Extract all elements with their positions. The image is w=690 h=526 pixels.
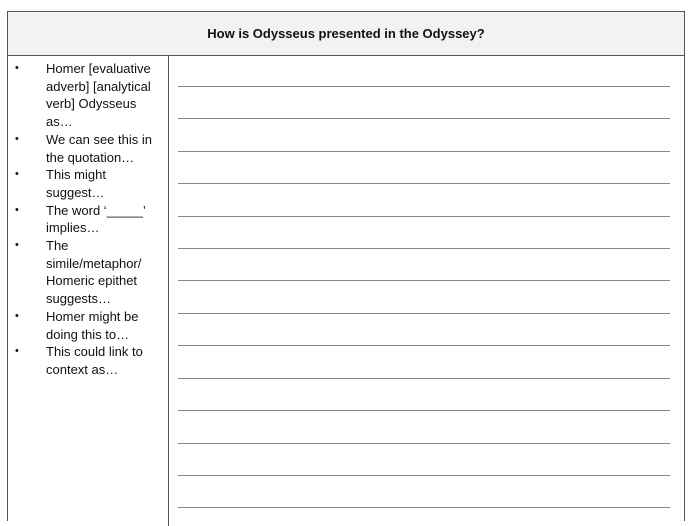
sentence-starter-text: The simile/metaphor/ Homeric epithet suggests… xyxy=(46,238,142,307)
writing-line xyxy=(178,410,670,411)
bullet-icon: • xyxy=(15,132,19,145)
sentence-starter-item xyxy=(8,60,168,131)
sentence-starter-item xyxy=(8,202,168,237)
writing-line xyxy=(178,118,670,119)
writing-line xyxy=(178,151,670,152)
bullet-icon: • xyxy=(15,345,19,358)
writing-line xyxy=(178,313,670,314)
writing-line xyxy=(178,443,670,444)
writing-line xyxy=(178,248,670,249)
worksheet-title: How is Odysseus presented in the Odyssey? xyxy=(8,12,684,56)
sentence-starter-text: This might suggest… xyxy=(46,167,106,200)
sentence-starters-column xyxy=(8,56,169,526)
bullet-icon: • xyxy=(15,203,19,216)
writing-line xyxy=(178,183,670,184)
bullet-icon: • xyxy=(15,309,19,322)
writing-line xyxy=(178,216,670,217)
sentence-starter-text: This could link to context as… xyxy=(46,344,143,377)
writing-line xyxy=(178,378,670,379)
sentence-starter-item xyxy=(8,343,168,378)
sentence-starter-item xyxy=(8,308,168,343)
writing-line xyxy=(178,507,670,508)
sentence-starter-text: We can see this in the quotation… xyxy=(46,131,152,165)
worksheet-table xyxy=(7,11,685,521)
sentence-starter-item xyxy=(8,131,168,166)
bullet-icon: • xyxy=(15,62,19,74)
sentence-starters-list xyxy=(8,56,168,379)
writing-line xyxy=(178,345,670,346)
bullet-icon: • xyxy=(15,239,19,252)
writing-line xyxy=(178,280,670,281)
sentence-starter-text: Homer [evaluative adverb] [analytical verb] Odysseus as… xyxy=(46,61,151,130)
bullet-icon: • xyxy=(15,168,19,181)
writing-line xyxy=(178,475,670,476)
sentence-starter-text: Homer might be doing this to… xyxy=(46,308,139,342)
sentence-starter-item xyxy=(8,166,168,201)
sentence-starter-text: The word ‘_____’ implies… xyxy=(46,202,146,236)
writing-area xyxy=(169,56,684,526)
sentence-starter-item xyxy=(8,237,168,308)
writing-line xyxy=(178,86,670,87)
